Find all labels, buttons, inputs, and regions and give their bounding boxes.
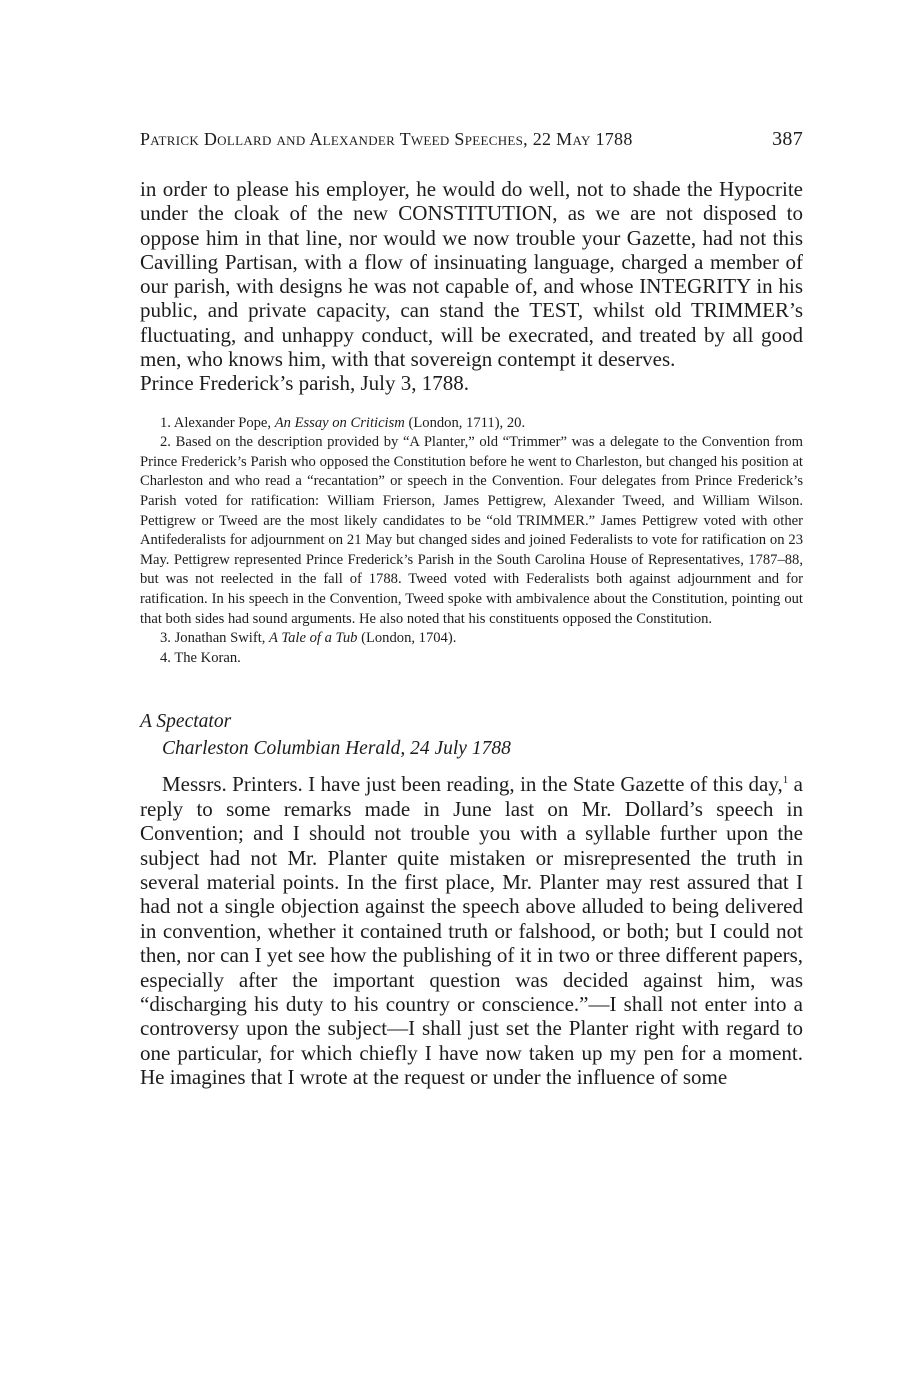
running-head	[140, 128, 803, 158]
continued-paragraph: in order to please his employer, he would do well, not to shade the Hypocrite under the cloak of the new CONSTITUTION, as we are not disposed to oppose him in that line, nor would we now trouble your Gazette, had not this Cavilling Partisan, with a flow of insinuating language, charged a member of our parish, with designs he was not capable of, and whose INTEGRITY in his public, and private capacity, can stand the TEST, whilst old TRIMMER’s fluctuating, and unhappy conduct, will be execrated, and treated by all good men, who knows him, with that sovereign contempt it deserves.	[140, 177, 803, 372]
footnote-4	[140, 649, 803, 669]
continued-letter	[140, 177, 803, 396]
article-paragraph	[140, 772, 803, 1089]
section-author: A Spectator	[140, 711, 232, 733]
footnote-3	[140, 629, 803, 649]
section-heading	[140, 708, 803, 762]
article-text: a reply to some remarks made in June last on Mr. Dollard’s speech in Convention; and I should not trouble you with a syllable further upon the subject had not Mr. Planter quite mistaken or misrepresented the truth in several material points. In the first place, Mr. Planter may rest assured that I had not a single objection against the speech above alluded to being delivered in convention, whether it contained truth or falshood, or both; but I could not then, nor can I yet see how the publishing of it in two or three different papers, especially after the important question was decided against him, was “discharging his duty to his country or conscience.”—I shall not enter into a controversy upon the subject—I shall just set the Planter right with regard to one particular, for which chiefly I have now taken up my pen for a moment. He imagines that I wrote at the request or under the influence of some	[140, 772, 803, 1090]
footnote-text: 1. Alexander Pope,	[160, 414, 275, 431]
dateline: Prince Frederick’s parish, July 3, 1788.	[140, 371, 469, 396]
footnote-text: 4. The Koran.	[160, 649, 241, 666]
footnote-text: (London, 1711), 20.	[404, 414, 526, 431]
footnotes	[140, 414, 803, 669]
note-reference: 1	[782, 774, 789, 787]
document-page	[140, 128, 803, 1090]
footnote-1	[140, 414, 803, 434]
footnote-title: An Essay on Criticism	[274, 414, 405, 431]
article-text: Messrs. Printers. I have just been reading, in the State Gazette of this day,	[162, 772, 783, 797]
footnote-text: (London, 1704).	[357, 630, 457, 647]
article-body	[140, 772, 803, 1089]
footnote-title: A Tale of a Tub	[269, 630, 358, 647]
section-source: Charleston Columbian Herald, 24 July 1788	[162, 738, 511, 760]
running-head-title: Patrick Dollard and Alexander Tweed Speeches, 22 May 1788	[140, 129, 633, 149]
footnote-text: 2. Based on the description provided by “A Planter,” old “Trimmer” was a delegate to the Convention from Prince Frederick’s Parish who opposed the Constitution before he went to Charleston, but changed his position at Charleston and who read a “recantation” or speech in the Convention. Four delegates from Prince Frederick’s Parish voted for ratification: William Frierson, James Pettigrew, Alexander Tweed, and William Wilson. Pettigrew or Tweed are the most likely candidates to be “old TRIMMER.” James Pettigrew voted with other Antifederalists for adjournment on 21 May but changed sides and joined Federalists to vote for ratification on 23 May. Pettigrew represented Prince Frederick’s Parish in the South Carolina House of Representatives, 1787–88, but was not reelected in the fall of 1788. Tweed voted with Federalists both against adjournment and for ratification. In his speech in the Convention, Tweed spoke with ambivalence about the Constitution, pointing out that both sides had sound arguments. He also noted that his constituents opposed the Constitution.	[140, 434, 803, 627]
footnote-2	[140, 433, 803, 629]
page-number: 387	[772, 128, 803, 150]
footnote-text: 3. Jonathan Swift,	[160, 630, 270, 647]
